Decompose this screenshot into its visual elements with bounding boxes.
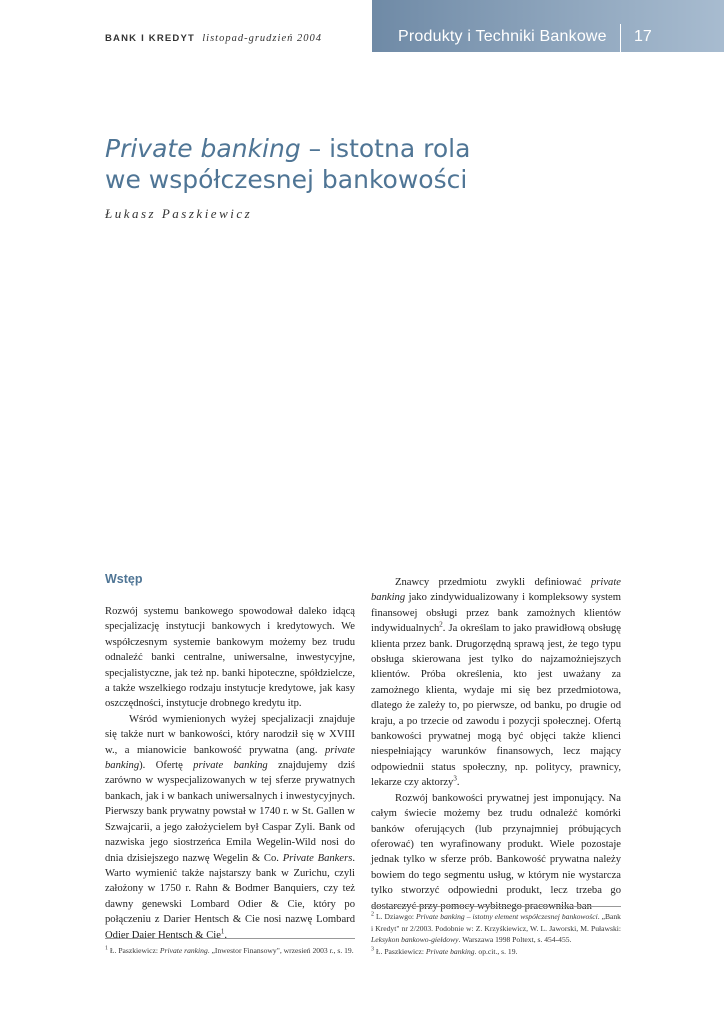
running-header	[105, 33, 322, 44]
left-paragraph-2: Wśród wymienionych wyżej specjalizacji znajduje się także nurt w bankowości, który narodził się w XVIII w., a mianowicie bankowość prywatna (ang. private banking). Ofertę private banking znajdujemy dziś zarówno w wyspecjalizowanych w tej sferze prywatnych bankach, jak i w bankach uniwersalnych i inwestycyjnych. Pierwszy bank prywatny powstał w 1740 r. w St. Gallen w Szwajcarii, a jego założycielem był Caspar Zyli. Bank od nazwiska jego siostrzeńca Emila Wegelin-Wild nosi do dnia dzisiejszego nazwę Wegelin & Co. Private Bankers. Warto wymienić także najstarszy bank w Zurichu, czyli założony w 1750 r. Rahn & Bodmer Banquiers, czy też dawny genewski Lombard Odier & Cie, który po połączeniu z Darier Hentsch & Cie nosi nazwę Lombard Odier Daier Hentsch & Cie$^1$.	[105, 713, 355, 941]
footnote-ref-3: 3	[453, 774, 457, 783]
section-heading: Wstęp	[105, 572, 143, 586]
right-paragraph-2: Rozwój bankowości prywatnej jest imponujący. Na całym świecie możemy bez trudu odnaleźć komórki banków oferujących (lub przynajmniej próbujących oferować) ten wyrafinowany produkt. Wiele pozostaje jednak tylko w sferze prób. Bankowość prywatna należy bowiem do tego segmentu usług, w którym nie wystarcza tylko stworzyć odpowiedni produkt, lecz trzeba go dostarczyć przy pomocy wybitnego pracownika ban-	[371, 792, 621, 912]
section-band	[372, 0, 724, 52]
title-line-2: we współczesnej bankowości	[105, 165, 468, 194]
left-column	[105, 572, 355, 943]
footnotes-right	[371, 906, 621, 957]
page-number: 17	[634, 28, 652, 45]
left-paragraph-1: Rozwój systemu bankowego spowodował daleko idącą specjalizację instytucji bankowych i kredytowych. We współczesnym systemie bankowym możemy bez trudu odnaleźć banki centralne, uniwersalne, inwestycyjne, specjalistyczne, jak też np. banki hipoteczne, spółdzielcze, a także wszelkiego rodzaju instytucje kredytowe, jak kasy oszczędności, instytucje drobnego kredytu itp.	[105, 606, 355, 710]
header-divider	[620, 24, 621, 52]
title-rest: – istotna rola	[300, 134, 471, 163]
right-paragraph-1: Znawcy przedmiotu zwykli definiować private banking jako zindywidualizowany i kompleksowy system finansowej obsługi przez bank zamożnych klientów indywidualnych$^2$. Ja określam to jako prawidłową obsługę klienta przez bank. Drugorzędną sprawą jest, że tego typu obsługa skierowana jest tylko do najzamożniejszych klientów. Próba określenia, kto jest uważany za zamożnego klienta, wydaje mi się bez przedmiotowa, dlatego że zależy to, po pierwsze, od banku, po drugie od kraju, a po trzecie od zawodu i pozycji społecznej. Ofertą bankowości prywatnej mogą być objęci także klienci niespełniający warunków finansowych, lecz mający odpowiednii status społeczny, np. politycy, prawnicy, lekarze czy aktorzy$^3$.	[371, 577, 621, 789]
footnote-1: $^1$ Ł. Paszkiewicz: Private ranking. „Inwestor Finansowy", wrzesień 2003 r., s. 19.	[105, 945, 354, 955]
footnotes-left	[105, 938, 355, 956]
issue-date: listopad-grudzień 2004	[202, 33, 322, 44]
footnote-ref-2: 2	[439, 620, 443, 629]
article-author: Łukasz Paszkiewicz	[105, 206, 253, 221]
journal-name: BANK I KREDYT	[105, 33, 196, 44]
section-title: Produkty i Techniki Bankowe	[398, 28, 607, 45]
footnote-2: $^2$ L. Dziawgo: Private banking – istotny element współczesnej bankowości. „Bank i Kredyt" nr 2/2003. Podobnie w: Z. Krzyśkiewicz, W. L. Jaworski, M. Puławski: Leksykon bankowo-giełdowy. Warszawa 1998 Poltext, s. 454-455.	[371, 911, 621, 944]
footnote-ref-1: 1	[220, 927, 225, 935]
footnote-3: $^3$ Ł. Paszkiewicz: Private banking. op.cit., s. 19.	[371, 945, 518, 956]
article-title	[105, 133, 605, 195]
title-italic: Private banking	[105, 134, 301, 163]
right-column	[371, 575, 621, 914]
